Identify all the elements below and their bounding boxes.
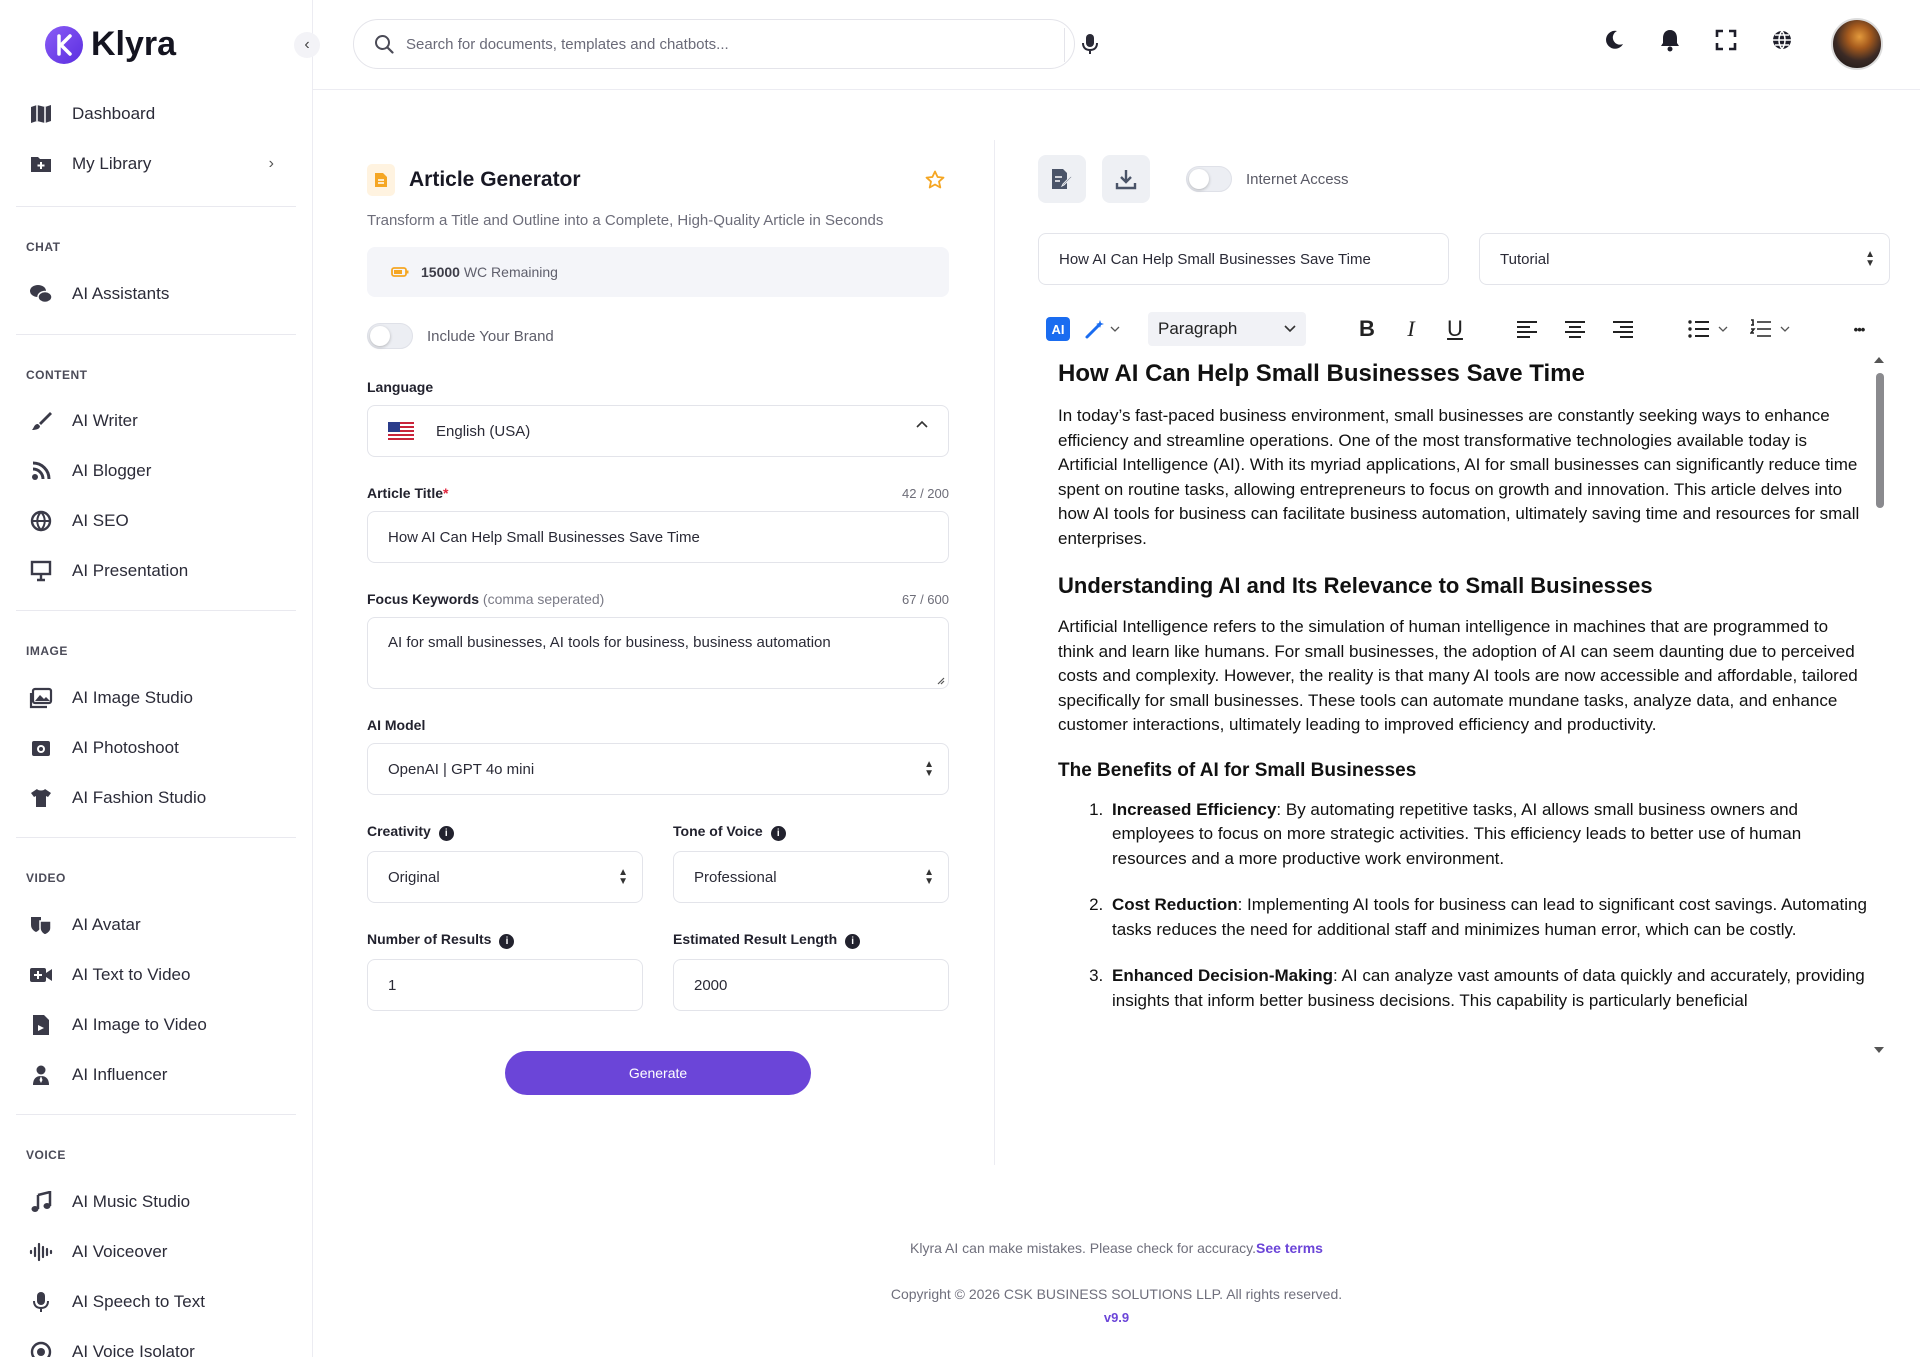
tone-of-voice-value: Professional xyxy=(694,868,777,886)
sidebar-item-label: AI Speech to Text xyxy=(72,1292,205,1311)
select-arrows-icon: ▲ ▼ xyxy=(618,867,628,887)
ai-model-select[interactable] xyxy=(367,743,949,795)
sidebar-item-label: AI SEO xyxy=(72,511,129,530)
internet-access-label: Internet Access xyxy=(1246,170,1349,188)
page-subtitle: Transform a Title and Outline into a Complete, High-Quality Article in Seconds xyxy=(367,212,884,229)
divider xyxy=(1064,28,1065,62)
waveform-icon xyxy=(28,1239,54,1265)
focus-keywords-value: AI for small businesses, AI tools for business, business automation xyxy=(388,634,831,651)
article-heading: How AI Can Help Small Businesses Save Time xyxy=(1058,360,1585,387)
sidebar-item-ai-blogger[interactable] xyxy=(28,451,288,491)
article-editor[interactable] xyxy=(1058,350,1868,1050)
section-title-content: CONTENT xyxy=(26,368,88,382)
section-title-image: IMAGE xyxy=(26,644,68,658)
result-length-label: Estimated Result Length xyxy=(673,931,838,947)
focus-keywords-label: Focus Keywords xyxy=(367,591,480,607)
align-center-icon[interactable] xyxy=(1564,320,1586,338)
disclaimer-text: Klyra AI can make mistakes. Please check for accuracy. xyxy=(910,1240,1257,1256)
folder-plus-icon xyxy=(28,151,54,177)
section-title-video: VIDEO xyxy=(26,871,66,885)
sidebar-item-label: Dashboard xyxy=(72,104,156,123)
chevron-right-icon: › xyxy=(268,155,274,172)
focus-keywords-char-count: 67 / 600 xyxy=(902,591,949,607)
sidebar-item-ai-voice-isolator[interactable] xyxy=(28,1332,288,1357)
focus-keywords-hint: (comma seperated) xyxy=(482,591,605,607)
scroll-down-arrow-icon[interactable] xyxy=(1873,1045,1885,1055)
article-title-label: Article Title xyxy=(367,485,443,501)
output-title-input[interactable] xyxy=(1038,233,1449,285)
sidebar-item-ai-speech-to-text[interactable] xyxy=(28,1282,288,1322)
include-brand-label: Include Your Brand xyxy=(427,327,554,345)
number-of-results-input[interactable] xyxy=(367,959,643,1011)
article-title-input[interactable] xyxy=(367,511,949,563)
bold-button[interactable]: B xyxy=(1359,316,1375,341)
include-brand-toggle[interactable] xyxy=(367,323,413,349)
sidebar-item-label: AI Voiceover xyxy=(72,1242,168,1261)
word-count-label: WC Remaining xyxy=(463,264,558,280)
list-item-term: Cost Reduction xyxy=(1112,895,1238,914)
info-icon[interactable]: i xyxy=(771,826,786,841)
section-title-voice: VOICE xyxy=(26,1148,66,1162)
video-plus-icon xyxy=(28,962,54,988)
sidebar-item-my-library[interactable] xyxy=(28,144,288,184)
camera-icon xyxy=(28,735,54,761)
sidebar-item-label: AI Influencer xyxy=(72,1065,168,1084)
block-format-value: Paragraph xyxy=(1158,319,1238,338)
copyright-text: Copyright © 2026 CSK BUSINESS SOLUTIONS LLP. All rights reserved. xyxy=(890,1286,1343,1302)
version-label: v9.9 xyxy=(1103,1310,1130,1325)
map-icon xyxy=(28,101,54,127)
creativity-value: Original xyxy=(388,868,440,886)
bell-icon[interactable] xyxy=(1659,28,1681,52)
list-item-text: : By automating repetitive tasks, AI allows small business owners and employees to focus on more strategic activities. This efficiency leads to better use of human resources and a more productive work environment. xyxy=(1112,799,1802,868)
chevron-up-icon xyxy=(916,420,928,428)
creativity-select[interactable] xyxy=(367,851,643,903)
creativity-label: Creativity xyxy=(367,823,431,839)
document-icon xyxy=(367,164,395,196)
sidebar-item-label: AI Photoshoot xyxy=(72,738,179,757)
sidebar-item-ai-influencer[interactable] xyxy=(28,1055,288,1095)
article-paragraph: Artificial Intelligence refers to the simulation of human intelligence in machines that are programmed to think and learn like humans. For small businesses, the adoption of AI can seem daunting due to perceived costs and complexity. However, the reality is that many AI tools are now accessible and affordable, tailored specifically for small businesses. These tools can automate mundane tasks, analyze data, and enhance customer interactions, ultimately leading to improved efficiency and productivity. xyxy=(1058,617,1858,734)
page-title: Article Generator xyxy=(409,168,581,191)
section-title-chat: CHAT xyxy=(26,240,61,254)
music-note-icon xyxy=(28,1189,54,1215)
app-logo[interactable] xyxy=(45,25,176,64)
app-name: Klyra xyxy=(91,25,177,63)
masks-icon xyxy=(28,912,54,938)
sidebar-item-dashboard[interactable] xyxy=(28,94,288,134)
scroll-up-arrow-icon[interactable] xyxy=(1873,355,1885,365)
tshirt-icon xyxy=(28,785,54,811)
divider xyxy=(16,837,296,838)
focus-keywords-textarea[interactable] xyxy=(367,617,949,689)
word-count-value: 15000 xyxy=(421,264,460,280)
battery-icon xyxy=(391,266,409,278)
isolator-icon xyxy=(28,1339,54,1357)
output-title-value: How AI Can Help Small Businesses Save Time xyxy=(1059,250,1371,268)
search-icon xyxy=(374,34,394,54)
sidebar-item-label: AI Image Studio xyxy=(72,688,193,707)
sidebar xyxy=(0,0,313,1357)
article-generator-form xyxy=(367,160,949,1095)
microphone-icon xyxy=(28,1289,54,1315)
sidebar-item-label: AI Music Studio xyxy=(72,1192,191,1211)
article-title-char-count: 42 / 200 xyxy=(902,485,949,501)
ai-assist-button[interactable]: AI xyxy=(1046,317,1070,341)
list-item-term: Increased Efficiency xyxy=(1112,799,1277,819)
tone-of-voice-select[interactable] xyxy=(673,851,949,903)
presentation-icon xyxy=(28,558,54,584)
list-item xyxy=(1108,893,1868,942)
search-bar xyxy=(353,19,1075,69)
save-document-button[interactable] xyxy=(1038,155,1086,203)
rss-icon xyxy=(28,458,54,484)
list-item xyxy=(1108,964,1868,1013)
list-item-term: Enhanced Decision-Making xyxy=(1112,966,1334,985)
globe-icon xyxy=(28,508,54,534)
select-arrows-icon: ▲ ▼ xyxy=(924,867,934,887)
tone-of-voice-label: Tone of Voice xyxy=(673,823,763,839)
list-item-text: : AI can analyze vast amounts of data quickly and accurately, providing insights that inform better business decisions. This capability is particularly beneficial xyxy=(1112,966,1865,1010)
required-marker: * xyxy=(443,485,449,501)
sidebar-item-label: AI Text to Video xyxy=(72,965,191,984)
sidebar-item-label: AI Fashion Studio xyxy=(72,788,207,807)
sidebar-item-label: AI Image to Video xyxy=(72,1015,207,1034)
sidebar-item-ai-fashion-studio[interactable] xyxy=(28,778,288,818)
sidebar-item-ai-image-to-video[interactable] xyxy=(28,1005,288,1045)
divider xyxy=(16,334,296,335)
sidebar-item-ai-seo[interactable] xyxy=(28,501,288,541)
sidebar-item-label: AI Avatar xyxy=(72,915,141,934)
sidebar-item-ai-image-studio[interactable] xyxy=(28,678,288,718)
generate-button[interactable]: Generate xyxy=(505,1051,811,1095)
word-count-banner xyxy=(367,247,949,297)
article-subheading: Understanding AI and Its Relevance to Small Businesses xyxy=(1058,573,1653,598)
sidebar-item-ai-assistants[interactable] xyxy=(28,274,288,314)
chevron-down-icon xyxy=(1284,325,1296,333)
select-arrows-icon: ▲ ▼ xyxy=(1865,249,1875,269)
sidebar-item-label: AI Writer xyxy=(72,411,138,430)
editor-toolbar xyxy=(1038,307,1890,351)
sidebar-item-label: AI Voice Isolator xyxy=(72,1342,195,1357)
sidebar-item-ai-avatar[interactable] xyxy=(28,905,288,945)
number-of-results-label: Number of Results xyxy=(367,931,492,947)
sidebar-item-ai-presentation[interactable] xyxy=(28,551,288,591)
resize-handle-icon[interactable] xyxy=(935,675,945,685)
language-select[interactable] xyxy=(367,405,949,457)
chat-bubbles-icon xyxy=(28,281,54,307)
images-icon xyxy=(28,685,54,711)
output-panel xyxy=(1038,155,1890,1010)
divider xyxy=(16,1114,296,1115)
top-bar xyxy=(313,0,1920,90)
italic-button[interactable]: I xyxy=(1407,316,1415,341)
article-type-select[interactable] xyxy=(1479,233,1890,285)
sidebar-item-ai-text-to-video[interactable] xyxy=(28,955,288,995)
search-input[interactable] xyxy=(406,36,1006,53)
language-globe-icon[interactable] xyxy=(1771,29,1793,51)
logo-icon xyxy=(45,26,83,64)
collapse-sidebar-button[interactable] xyxy=(294,32,320,58)
brush-icon xyxy=(28,408,54,434)
divider xyxy=(16,610,296,611)
sidebar-item-ai-writer[interactable] xyxy=(28,401,288,441)
favorite-star-icon[interactable] xyxy=(925,170,945,190)
sidebar-item-label: AI Presentation xyxy=(72,561,189,580)
voice-search-icon[interactable] xyxy=(1082,33,1098,55)
divider xyxy=(16,206,296,207)
result-length-input[interactable] xyxy=(673,959,949,1011)
see-terms-link[interactable]: See terms xyxy=(1256,1240,1323,1256)
sidebar-item-ai-photoshoot[interactable] xyxy=(28,728,288,768)
result-length-value: 2000 xyxy=(694,976,728,994)
file-edit-icon xyxy=(1050,168,1074,190)
sidebar-item-label: My Library xyxy=(72,154,152,173)
block-format-select[interactable] xyxy=(1148,312,1306,346)
footer xyxy=(313,1240,1920,1325)
bullet-list-icon[interactable] xyxy=(1688,320,1728,338)
number-of-results-value: 1 xyxy=(388,976,397,994)
numbered-list-icon[interactable] xyxy=(1750,319,1790,339)
language-label: Language xyxy=(367,379,434,395)
sidebar-item-label: AI Assistants xyxy=(72,284,170,303)
sidebar-item-ai-voiceover[interactable] xyxy=(28,1232,288,1272)
chevron-left-icon: ‹ xyxy=(304,36,310,53)
editor-scrollbar[interactable] xyxy=(1873,355,1885,1055)
select-arrows-icon: ▲ ▼ xyxy=(924,759,934,779)
info-icon[interactable]: i xyxy=(845,934,860,949)
article-subheading: The Benefits of AI for Small Businesses xyxy=(1058,759,1417,781)
ai-model-label: AI Model xyxy=(367,717,426,733)
align-right-icon[interactable] xyxy=(1612,320,1634,338)
benefits-list xyxy=(1108,798,1868,1014)
article-paragraph: In today’s fast-paced business environment, small businesses are constantly seeking ways to enhance efficiency and streamline operations. One of the most transformative technologies available today is Artificial Intelligence (AI). With its myriad applications, AI for small businesses can significantly reduce time spent on routine tasks, allowing entrepreneurs to focus on growth and innovation. This article delves into how AI tools for business can facilitate business automation, ultimately saving time and resources for small enterprises. xyxy=(1058,406,1860,548)
dark-mode-icon[interactable] xyxy=(1603,29,1625,51)
underline-button[interactable]: U xyxy=(1447,316,1463,341)
list-item xyxy=(1108,798,1868,872)
us-flag-icon xyxy=(388,422,414,440)
info-icon[interactable]: i xyxy=(439,826,454,841)
ai-model-value: OpenAI | GPT 4o mini xyxy=(388,760,535,778)
magic-wand-icon[interactable] xyxy=(1084,318,1120,340)
info-icon[interactable]: i xyxy=(499,934,514,949)
article-type-value: Tutorial xyxy=(1500,250,1550,268)
list-item-text: : Implementing AI tools for business can lead to significant cost savings. Automating tasks reduces the need for additional staff and minimizes human error, which can be costly. xyxy=(1112,895,1867,939)
user-tie-icon xyxy=(28,1062,54,1088)
download-button[interactable] xyxy=(1102,155,1150,203)
user-avatar[interactable] xyxy=(1831,18,1883,70)
panel-divider xyxy=(994,140,995,1165)
sidebar-item-ai-music-studio[interactable] xyxy=(28,1182,288,1222)
more-options-button[interactable]: ••• xyxy=(1853,321,1865,337)
fullscreen-icon[interactable] xyxy=(1715,29,1737,51)
file-video-icon xyxy=(28,1012,54,1038)
download-icon xyxy=(1115,168,1137,190)
align-left-icon[interactable] xyxy=(1516,320,1538,338)
article-title-value: How AI Can Help Small Businesses Save Time xyxy=(388,528,700,546)
internet-access-toggle[interactable] xyxy=(1186,166,1232,192)
language-value: English (USA) xyxy=(436,422,531,440)
scrollbar-thumb[interactable] xyxy=(1876,373,1884,508)
sidebar-item-label: AI Blogger xyxy=(72,461,152,480)
